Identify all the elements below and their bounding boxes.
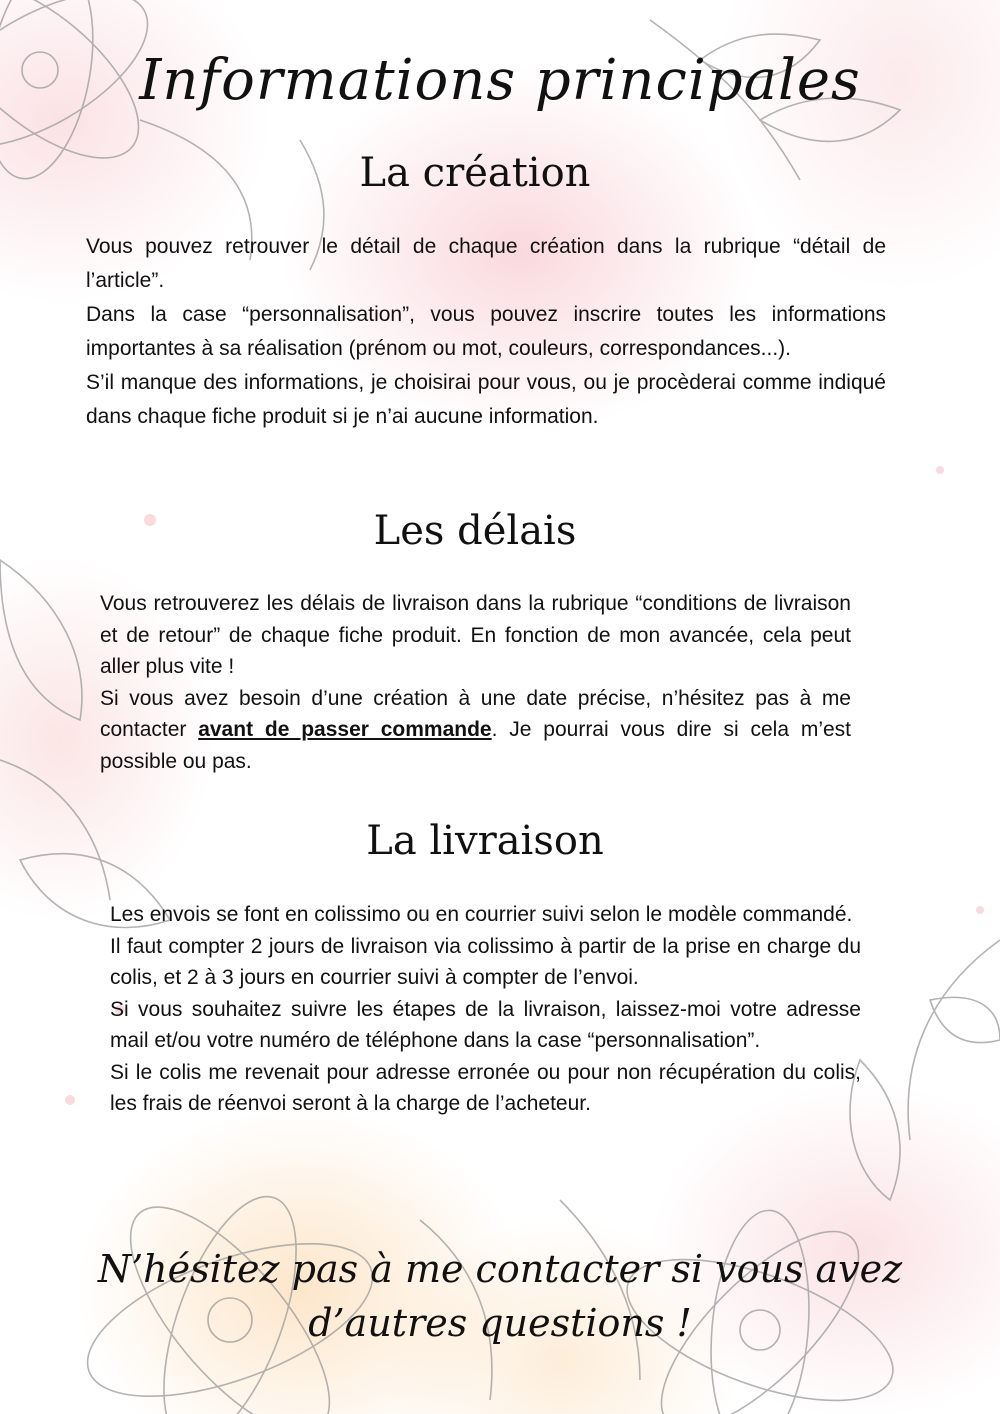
section-title-delais: Les délais	[373, 508, 577, 554]
section-body-livraison	[110, 899, 861, 1120]
emphasized-text: avant de passer commande	[198, 718, 492, 741]
paragraph	[100, 683, 851, 778]
closing-message	[30, 1242, 970, 1350]
section-title-livraison: La livraison	[366, 818, 604, 864]
paragraph: Si vous souhaitez suivre les étapes de la livraison, laissez-moi votre adresse mail et/ou votre numéro de téléphone dans la case “personnalisation”.	[110, 997, 861, 1052]
paragraph: Les envois se font en colissimo ou en courrier suivi selon le modèle commandé.	[110, 903, 853, 926]
paragraph: Dans la case “personnalisation”, vous pouvez inscrire toutes les informations importantes à sa réalisation (prénom ou mot, couleurs, correspondances...).	[86, 303, 886, 360]
paragraph: Il faut compter 2 jours de livraison via colissimo à partir de la prise en charge du colis, et 2 à 3 jours en courrier suivi à compter de l’envoi.	[110, 934, 861, 989]
paragraph: S’il manque des informations, je choisirai pour vous, ou je procèderai comme indiqué dans chaque fiche produit si je n’ai aucune information.	[86, 371, 886, 428]
closing-line-2: d’autres questions !	[308, 1301, 692, 1345]
closing-line-1: N’hésitez pas à me contacter si vous avez	[97, 1247, 903, 1291]
text-run: . Je pourrai vous dire si cela m’est possible ou pas.	[100, 718, 851, 773]
paragraph: Si le colis me revenait pour adresse erronée ou pour non récupération du colis, les frais de réenvoi seront à la charge de l’acheteur.	[110, 1060, 861, 1115]
section-body-delais	[100, 588, 851, 777]
paragraph: Vous retrouverez les délais de livraison dans la rubrique “conditions de livraison et de retour” de chaque fiche produit. En fonction de mon avancée, cela peut aller plus vite !	[100, 592, 851, 678]
section-title-creation: La création	[359, 150, 591, 196]
text-run: Si vous avez besoin d’une création à une date précise, n’hésitez pas à me contacter	[100, 686, 851, 741]
section-body-creation	[86, 230, 886, 434]
paragraph: Vous pouvez retrouver le détail de chaque création dans la rubrique “détail de l’article”.	[86, 235, 886, 292]
page-title: Informations principales	[139, 48, 861, 113]
